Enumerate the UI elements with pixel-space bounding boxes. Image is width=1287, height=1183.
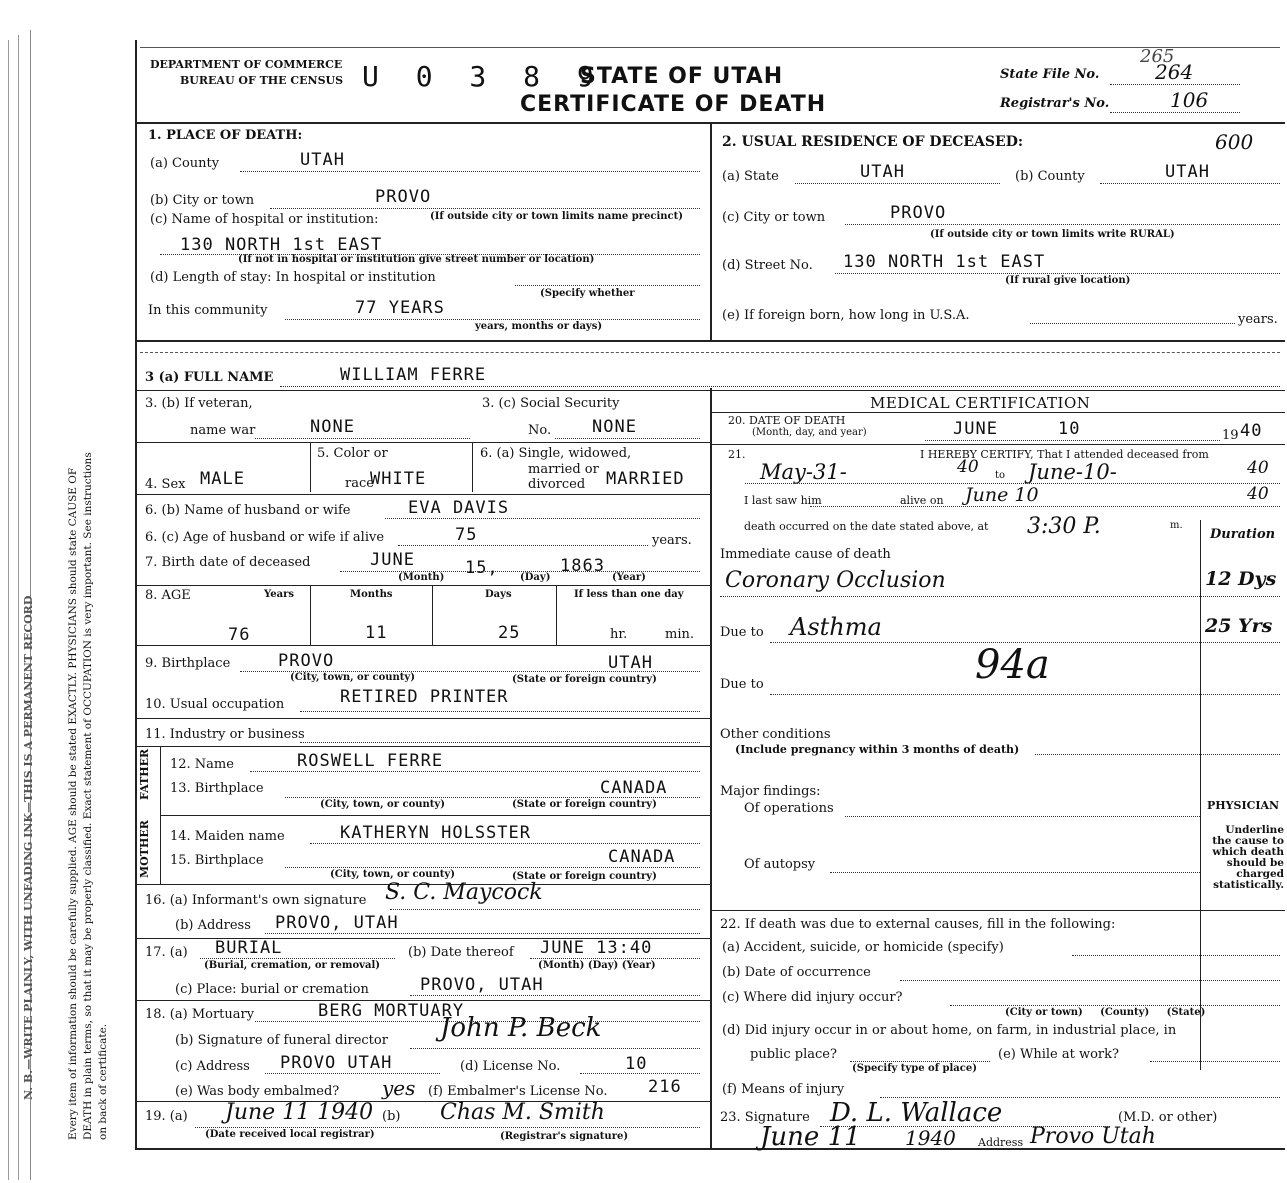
father-birth-label: 13. Birthplace: [170, 781, 264, 796]
embalmed-label: (e) Was body embalmed?: [175, 1084, 340, 1099]
department-label: DEPARTMENT OF COMMERCE: [150, 58, 343, 71]
line: [515, 285, 700, 286]
line: [410, 1048, 700, 1049]
community-sub: years, months or days): [475, 321, 603, 332]
marital-value[interactable]: MARRIED: [606, 469, 685, 489]
burial-sub: (Burial, cremation, or removal): [204, 960, 380, 971]
rule: [710, 910, 1285, 911]
full-name[interactable]: WILLIAM FERRE: [340, 365, 487, 385]
public-label: public place?: [750, 1047, 837, 1062]
public-sub: (Specify type of place): [852, 1063, 977, 1074]
cause-code[interactable]: 94a: [975, 642, 1050, 688]
sig-address-label: Address: [978, 1136, 1024, 1149]
res-county[interactable]: UTAH: [1165, 162, 1210, 182]
burial-date[interactable]: JUNE 13:40: [540, 938, 653, 958]
instructions-line-1: Every item of information should be carefully supplied. AGE should be stated EXACTLY. PHYSICIANS should state CAUSE OF: [67, 467, 79, 1140]
due-to-cause-1[interactable]: Asthma: [790, 613, 882, 641]
specify-whether: (Specify whether: [540, 288, 635, 299]
underline-note: Underline the cause to which death should be charged statistically.: [1212, 824, 1284, 891]
license-label: (d) License No.: [460, 1059, 561, 1074]
line: [385, 518, 700, 519]
immediate-cause[interactable]: Coronary Occlusion: [725, 568, 946, 593]
mother-city-sub: (City, town, or county): [330, 869, 455, 880]
cell-divider: [310, 585, 311, 645]
line: [240, 171, 700, 172]
occurred-label: death occurred on the date stated above, at: [744, 520, 989, 533]
birth-month-sub: (Month): [398, 572, 445, 583]
burial-date-sub: (Month) (Day) (Year): [538, 960, 656, 971]
mother-state-sub: (State or foreign country): [512, 871, 657, 882]
accident-label: (a) Accident, suicide, or homicide (specify): [722, 940, 1004, 955]
physician-signature[interactable]: D. L. Wallace: [830, 1098, 1003, 1128]
state-file-value: 264: [1155, 60, 1194, 84]
city-sub: (City, town, or county): [290, 672, 415, 683]
marital-label-2: married or: [528, 462, 599, 477]
father-birthplace[interactable]: CANADA: [600, 778, 668, 798]
burial-label: 17. (a): [145, 945, 188, 960]
sheet-edge: [8, 40, 9, 1180]
birthplace-state[interactable]: UTAH: [608, 653, 653, 673]
res-street-note: (If rural give location): [1005, 275, 1131, 286]
col-divider-top: [710, 122, 712, 340]
registrar-b-label: (b): [382, 1109, 401, 1124]
line: [950, 1005, 1280, 1006]
age-years[interactable]: 76: [228, 625, 251, 645]
res-state-label: (a) State: [722, 169, 779, 184]
line: [265, 1073, 440, 1074]
registrar-signature[interactable]: Chas M. Smith: [440, 1100, 605, 1125]
marital-label-3: divorced: [528, 477, 586, 492]
due-to-label-2: Due to: [720, 677, 764, 692]
due-to-label-1: Due to: [720, 625, 764, 640]
instructions-line-2: DEATH in plain terms, so that it may be properly classified. Exact statement of OCCUPATION is very important. See instructions: [82, 452, 94, 1140]
attended-from-year[interactable]: 40: [957, 457, 979, 477]
certify-num: 21.: [728, 448, 746, 461]
birth-day[interactable]: 15,: [465, 558, 499, 578]
line: [255, 438, 470, 439]
alive-on-label: alive on: [900, 494, 944, 507]
col-divider-bottom: [710, 388, 712, 1148]
hospital-sub: (If not in hospital or institution give street number or location): [238, 254, 595, 265]
line: [580, 1073, 700, 1074]
rule: [135, 442, 710, 443]
line: [1035, 754, 1280, 755]
cell-divider: [556, 585, 557, 645]
line: [845, 816, 1200, 817]
informant-address[interactable]: PROVO, UTAH: [275, 913, 399, 933]
years-col-label: Years: [264, 589, 295, 600]
where-sub: (City or town) (County) (State): [1005, 1007, 1206, 1018]
other-conditions-label: Other conditions: [720, 727, 831, 742]
res-county-label: (b) County: [1015, 169, 1085, 184]
director-label: (b) Signature of funeral director: [175, 1033, 388, 1048]
rule: [710, 412, 1285, 413]
signature-label: 23. Signature: [720, 1110, 810, 1125]
line: [398, 545, 648, 546]
birth-year-sub: (Year): [612, 572, 646, 583]
spouse-label: 6. (b) Name of husband or wife: [145, 503, 351, 518]
line: [280, 386, 1280, 387]
war-value[interactable]: NONE: [310, 417, 355, 437]
ss-value[interactable]: NONE: [592, 417, 637, 437]
rule: [135, 1101, 710, 1102]
m-label: m.: [1170, 520, 1183, 531]
community-label: In this community: [148, 303, 268, 318]
rule: [135, 585, 710, 586]
mother-birth-label: 15. Birthplace: [170, 853, 264, 868]
line: [310, 843, 700, 844]
mother-vert-label: MOTHER: [138, 820, 151, 878]
line: [1072, 955, 1280, 956]
line: [300, 711, 700, 712]
death-time[interactable]: 3:30 P.: [1027, 514, 1101, 539]
occurrence-label: (b) Date of occurrence: [722, 965, 871, 980]
stamp-text: N. B.—WRITE PLAINLY, WITH UNFADING INK—THIS IS A PERMANENT RECORD: [22, 595, 35, 1100]
death-year[interactable]: 40: [1240, 421, 1263, 441]
birthplace-label: 9. Birthplace: [145, 656, 231, 671]
informant-address-label: (b) Address: [175, 918, 251, 933]
line: [1030, 323, 1235, 324]
occupation[interactable]: RETIRED PRINTER: [340, 687, 509, 707]
death-month[interactable]: JUNE: [953, 419, 998, 439]
line: [830, 872, 1200, 873]
immediate-label: Immediate cause of death: [720, 547, 891, 562]
mortuary-label: 18. (a) Mortuary: [145, 1007, 255, 1022]
burial-place-label: (c) Place: burial or cremation: [175, 982, 369, 997]
embalmer-value[interactable]: 216: [648, 1077, 682, 1097]
line: [285, 867, 700, 868]
veteran-label: 3. (b) If veteran,: [145, 396, 253, 411]
rule: [135, 746, 710, 747]
age-months[interactable]: 11: [365, 623, 388, 643]
burial-type[interactable]: BURIAL: [215, 938, 283, 958]
line: [850, 1061, 990, 1062]
line: [200, 958, 395, 959]
received-label: 19. (a): [145, 1109, 188, 1124]
serial-number: U 0 3 8 9: [362, 60, 604, 93]
father-vert-label: FATHER: [138, 748, 151, 800]
external-heading: 22. If death was due to external causes, fill in the following:: [720, 917, 1116, 932]
county-label: (a) County: [150, 156, 220, 171]
community-length[interactable]: 77 YEARS: [355, 298, 445, 318]
registrar-label: Registrar's No.: [1000, 96, 1110, 111]
faded-row: [140, 352, 1280, 353]
residence-heading: 2. USUAL RESIDENCE OF DECEASED:: [722, 134, 1024, 150]
death-year-prefix: 19: [1222, 428, 1239, 443]
due-to-duration-1[interactable]: 25 Yrs: [1205, 615, 1273, 637]
death-hospital[interactable]: 130 NORTH 1st EAST: [180, 235, 383, 255]
line: [1150, 1061, 1280, 1062]
state-file-old: 265: [1140, 46, 1175, 67]
operations-label: Of operations: [744, 801, 834, 816]
rule: [135, 718, 710, 719]
line: [810, 506, 1280, 507]
state-file-line: [1110, 84, 1240, 85]
corner-note: 600: [1215, 130, 1254, 154]
rule: [135, 494, 710, 495]
spouse-name[interactable]: EVA DAVIS: [408, 498, 510, 518]
md-label: (M.D. or other): [1118, 1110, 1218, 1125]
embalmed-value[interactable]: yes: [382, 1076, 416, 1100]
birth-year[interactable]: 1863: [560, 556, 605, 576]
sex-label: 4. Sex: [145, 477, 186, 492]
duration-label: Duration: [1210, 527, 1276, 542]
birthplace-city[interactable]: PROVO: [278, 651, 335, 671]
state-title: STATE OF UTAH: [580, 64, 784, 89]
line: [795, 183, 1000, 184]
stay-label: (d) Length of stay: In hospital or institution: [150, 270, 436, 285]
res-city[interactable]: PROVO: [890, 203, 947, 223]
father-name[interactable]: ROSWELL FERRE: [297, 751, 444, 771]
years-label: years.: [1238, 312, 1278, 327]
spouse-age-label: 6. (c) Age of husband or wife if alive: [145, 530, 385, 545]
last-saw-label: I last saw him: [744, 494, 822, 507]
death-city[interactable]: PROVO: [375, 187, 432, 207]
line: [770, 694, 1280, 695]
res-street[interactable]: 130 NORTH 1st EAST: [843, 252, 1046, 272]
spouse-age-unit: years.: [652, 533, 692, 548]
informant-signature[interactable]: S. C. Maycock: [385, 880, 543, 905]
line: [270, 208, 700, 209]
registrar-sub: (Registrar's signature): [500, 1131, 629, 1142]
form-left-border: [135, 40, 137, 1150]
months-col-label: Months: [350, 589, 393, 600]
home-label: (d) Did injury occur in or about home, on farm, in industrial place, in: [722, 1023, 1177, 1038]
registrar-value: 106: [1170, 88, 1209, 112]
line: [900, 980, 1280, 981]
burial-date-label: (b) Date thereof: [408, 945, 514, 960]
line: [1100, 183, 1280, 184]
mort-address-label: (c) Address: [175, 1059, 250, 1074]
certificate-title: CERTIFICATE OF DEATH: [520, 92, 827, 117]
line: [265, 933, 700, 934]
res-city-label: (c) City or town: [722, 210, 826, 225]
color-label: 5. Color or: [317, 446, 388, 461]
mort-address[interactable]: PROVO UTAH: [280, 1053, 393, 1073]
attended-from[interactable]: May-31-: [760, 460, 847, 484]
line: [285, 319, 700, 320]
rule: [135, 390, 1285, 391]
director-signature[interactable]: John P. Beck: [440, 1013, 602, 1043]
death-county[interactable]: UTAH: [300, 150, 345, 170]
major-findings-label: Major findings:: [720, 784, 821, 799]
line: [390, 909, 700, 910]
cell-divider: [432, 585, 433, 645]
mortuary[interactable]: BERG MORTUARY: [318, 1001, 465, 1021]
father-state-sub: (State or foreign country): [512, 799, 657, 810]
autopsy-label: Of autopsy: [744, 857, 816, 872]
cell-divider: [472, 442, 473, 492]
certify-text: I HEREBY CERTIFY, That I attended deceased from: [920, 448, 1209, 461]
last-saw-year[interactable]: 40: [1247, 484, 1269, 504]
attended-to[interactable]: June-10-: [1028, 460, 1117, 484]
line: [720, 596, 1280, 597]
city-label: (b) City or town: [150, 193, 255, 208]
medical-heading: MEDICAL CERTIFICATION: [870, 394, 1091, 412]
state-sub: (State or foreign country): [512, 674, 657, 685]
marital-label-1: 6. (a) Single, widowed,: [480, 446, 632, 461]
spouse-age[interactable]: 75: [455, 525, 478, 545]
date-of-death-label: 20. DATE OF DEATH: [728, 414, 846, 427]
mother-birthplace[interactable]: CANADA: [608, 847, 676, 867]
informant-label: 16. (a) Informant's own signature: [145, 893, 367, 908]
res-city-note: (If outside city or town limits write RURAL): [930, 229, 1175, 240]
res-state[interactable]: UTAH: [860, 162, 905, 182]
line: [530, 958, 700, 959]
sig-address[interactable]: Provo Utah: [1030, 1124, 1156, 1149]
received-date[interactable]: June 11 1940: [225, 1100, 374, 1125]
line: [410, 995, 700, 996]
to-label: to: [995, 470, 1006, 481]
date-of-death-sub: (Month, day, and year): [752, 427, 867, 438]
birthdate-label: 7. Birth date of deceased: [145, 555, 311, 570]
death-day[interactable]: 10: [1058, 419, 1081, 439]
industry-label: 11. Industry or business: [145, 727, 305, 742]
place-of-death-heading: 1. PLACE OF DEATH:: [148, 128, 303, 143]
hospital-label: (c) Name of hospital or institution:: [150, 212, 379, 227]
sex-value[interactable]: MALE: [200, 469, 245, 489]
rule: [160, 815, 710, 816]
where-label: (c) Where did injury occur?: [722, 990, 903, 1005]
race-value[interactable]: WHITE: [370, 469, 427, 489]
sheet-edge: [18, 35, 19, 1180]
line: [555, 438, 700, 439]
age-label: 8. AGE: [145, 588, 191, 603]
line: [835, 273, 1280, 274]
line: [925, 440, 1220, 441]
hr-label: hr.: [610, 627, 628, 642]
registrar-line: [1110, 112, 1240, 113]
immediate-duration[interactable]: 12 Dys: [1205, 568, 1277, 590]
state-file-label: State File No.: [1000, 67, 1100, 82]
less-day-label: If less than one day: [574, 589, 684, 600]
embalmer-label: (f) Embalmer's License No.: [428, 1084, 608, 1099]
father-city-sub: (City, town, or county): [320, 799, 445, 810]
work-label: (e) While at work?: [998, 1047, 1119, 1062]
days-col-label: Days: [485, 589, 512, 600]
birth-day-sub: (Day): [520, 572, 551, 583]
birth-month[interactable]: JUNE: [370, 550, 415, 570]
received-sub: (Date received local registrar): [205, 1129, 375, 1140]
line: [845, 224, 1280, 225]
race-label: race: [345, 476, 374, 491]
means-label: (f) Means of injury: [722, 1082, 845, 1097]
rule: [135, 645, 710, 646]
line: [195, 1127, 700, 1128]
ss-no-label: No.: [528, 423, 552, 438]
min-label: min.: [665, 627, 694, 642]
attended-to-year[interactable]: 40: [1247, 458, 1269, 478]
line: [250, 771, 700, 772]
war-label: name war: [190, 423, 256, 438]
physician-label: PHYSICIAN: [1207, 799, 1280, 812]
other-conditions-sub: (Include pregnancy within 3 months of death): [735, 743, 1020, 756]
ss-label: 3. (c) Social Security: [482, 396, 620, 411]
license-value[interactable]: 10: [625, 1054, 648, 1074]
occupation-label: 10. Usual occupation: [145, 697, 285, 712]
last-saw-date[interactable]: June 10: [965, 484, 1039, 506]
bureau-label: BUREAU OF THE CENSUS: [180, 74, 344, 87]
duration-divider: [1200, 520, 1201, 1070]
age-days[interactable]: 25: [498, 623, 521, 643]
signature-date[interactable]: June 11: [760, 1122, 861, 1152]
signature-year[interactable]: 1940: [905, 1126, 956, 1150]
line: [300, 742, 700, 743]
rule: [710, 444, 1285, 445]
fullname-label: 3 (a) FULL NAME: [145, 370, 274, 385]
line: [285, 797, 700, 798]
instructions-line-3: on back of certificate.: [97, 1023, 109, 1140]
cell-divider: [310, 442, 311, 492]
burial-place[interactable]: PROVO, UTAH: [420, 975, 544, 995]
foreign-label: (e) If foreign born, how long in U.S.A.: [722, 308, 970, 323]
father-name-label: 12. Name: [170, 757, 234, 772]
mother-name[interactable]: KATHERYN HOLSSTER: [340, 823, 531, 843]
top-rule: [140, 47, 1280, 48]
res-street-label: (d) Street No.: [722, 258, 813, 273]
mother-name-label: 14. Maiden name: [170, 829, 285, 844]
section-rule: [135, 340, 1285, 342]
hospital-note: (If outside city or town limits name precinct): [430, 211, 683, 222]
